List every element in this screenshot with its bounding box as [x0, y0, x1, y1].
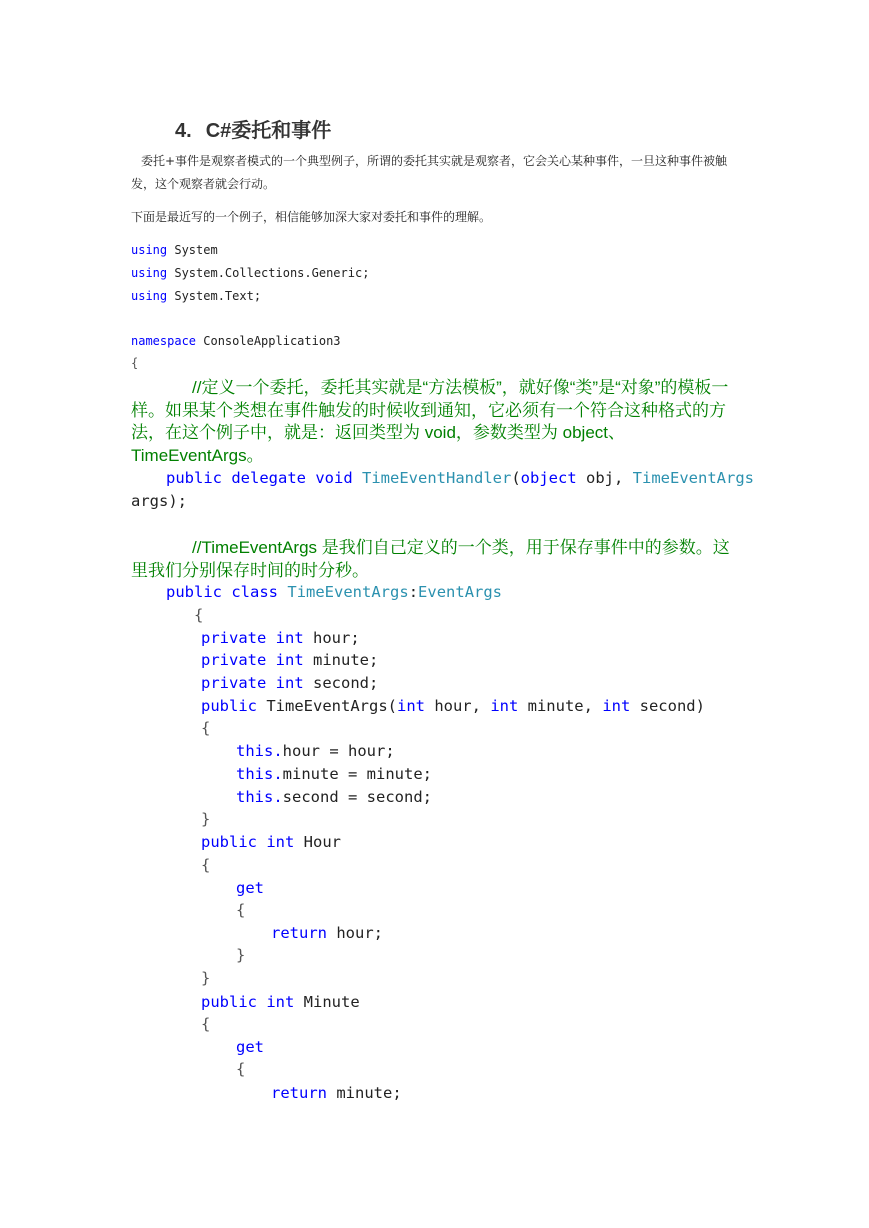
code-line-field-second: private int second; — [201, 674, 379, 692]
code-line-field-hour: private int hour; — [201, 629, 360, 647]
example-paragraph: 下面是最近写的一个例子，相信能够加深大家对委托和事件的理解。 — [131, 210, 492, 224]
code-line-prop-minute: public int Minute — [201, 993, 360, 1011]
code-ctor-open-brace: { — [201, 719, 211, 737]
code-hour-open-brace: { — [201, 856, 211, 874]
code-line-delegate-args: args); — [131, 492, 187, 510]
section-number: 4. — [175, 120, 192, 142]
code-comment-eventargs: //TimeEventArgs 是我们自己定义的一个类，用于保存事件中的参数。这里我们分别保存时间的时分秒。 — [131, 538, 730, 580]
code-line-assign-hour: this.hour = hour; — [236, 742, 395, 760]
code-minute-get-open-brace: { — [236, 1060, 246, 1078]
code-line-using-text: using System.Text; — [131, 289, 262, 303]
code-line-class-decl: public class TimeEventArgs:EventArgs — [166, 583, 503, 601]
section-heading — [175, 114, 331, 143]
code-line-return-hour: return hour; — [271, 924, 383, 942]
code-line-minute-get: get — [236, 1038, 264, 1056]
code-hour-get-open-brace: { — [236, 901, 246, 919]
code-line-using-generic: using System.Collections.Generic; — [131, 266, 370, 280]
code-line-field-minute: private int minute; — [201, 651, 379, 669]
code-hour-close-brace: } — [201, 969, 211, 987]
code-line-assign-minute: this.minute = minute; — [236, 765, 432, 783]
code-line-using-system: using System — [131, 243, 218, 257]
code-line-assign-second: this.second = second; — [236, 788, 432, 806]
code-comment-delegate: //定义一个委托，委托其实就是“方法模板”，就好像“类”是“对象”的模板一样。如果某个类想在事件触发的时候收到通知，它必须有一个符合这种格式的方法，在这个例子中，就是：返回类型为 void，参数类型为 object、TimeEventArgs。 — [131, 378, 729, 465]
code-line-hour-get: get — [236, 879, 264, 897]
intro-paragraph: 委托+事件是观察者模式的一个典型例子，所谓的委托其实就是观察者，它会关心某种事件，一旦这种事件被触发，这个观察者就会行动。 — [131, 154, 728, 191]
code-hour-get-close-brace: } — [236, 946, 246, 964]
section-title: C#委托和事件 — [205, 120, 332, 142]
code-line-namespace: namespace ConsoleApplication3 — [131, 334, 341, 348]
code-namespace-open-brace: { — [131, 356, 139, 370]
code-minute-open-brace: { — [201, 1015, 211, 1033]
code-line-prop-hour: public int Hour — [201, 833, 342, 851]
code-line-constructor: public TimeEventArgs(int hour, int minute, int second) — [201, 697, 705, 715]
code-line-return-minute: return minute; — [271, 1084, 402, 1102]
code-class-open-brace: { — [194, 606, 204, 624]
code-line-delegate: public delegate void TimeEventHandler(object obj, TimeEventArgs — [166, 469, 754, 487]
code-ctor-close-brace: } — [201, 810, 211, 828]
